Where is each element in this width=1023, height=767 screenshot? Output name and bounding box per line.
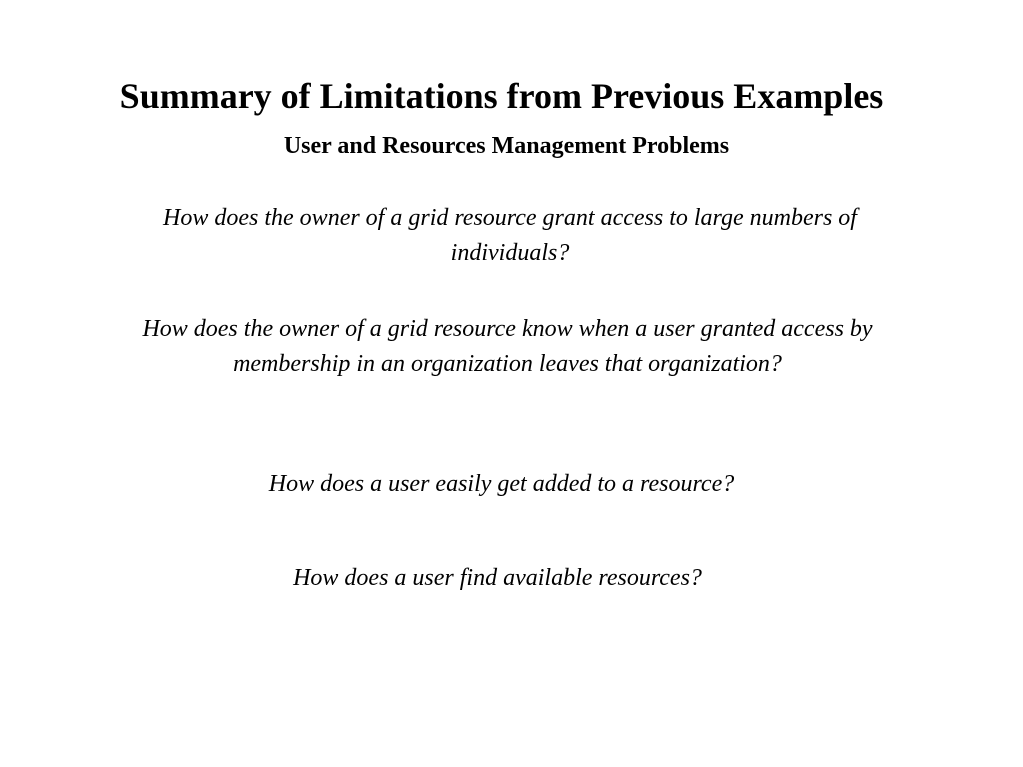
slide-title: Summary of Limitations from Previous Examples	[119, 76, 884, 117]
question-grant-access: How does the owner of a grid resource grant access to large numbers of individuals?	[163, 205, 857, 266]
slide-subtitle: User and Resources Management Problems	[283, 133, 730, 159]
question-user-added-to-resource: How does a user easily get added to a resource?	[268, 471, 735, 497]
question-find-resources: How does a user find available resources?	[293, 565, 702, 591]
question-user-leaves-organization: How does the owner of a grid resource know when a user granted access by membership in an organization leaves that organization?	[142, 316, 873, 377]
